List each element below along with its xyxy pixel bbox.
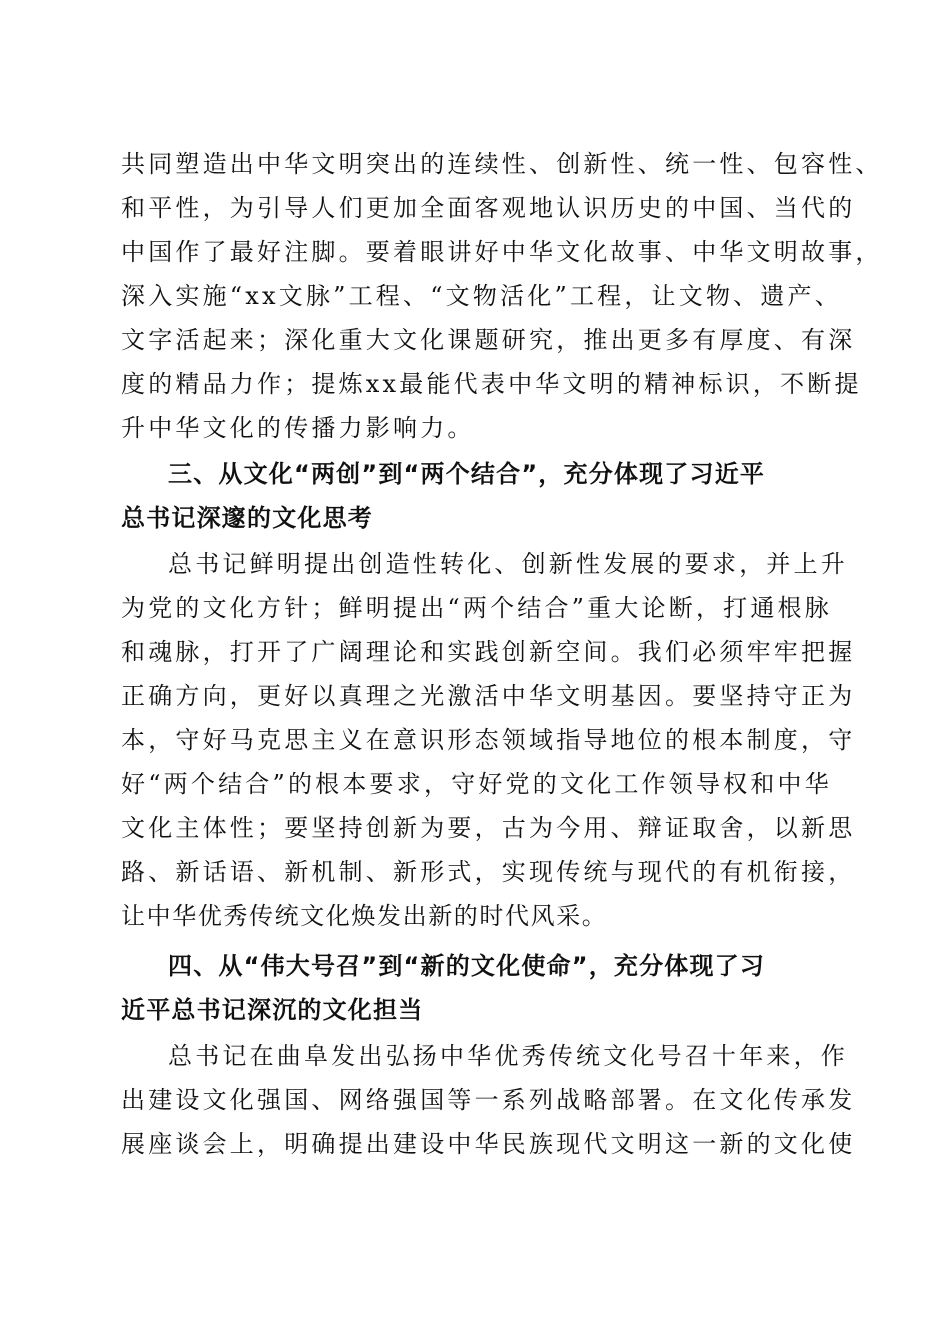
body-line: 正确方向，更好以真理之光激活中华文明基因。要坚持守正为	[121, 682, 856, 710]
body-line: 好“两个结合”的根本要求，守好党的文化工作领导权和中华	[121, 770, 832, 798]
body-line: 总书记鲜明提出创造性转化、创新性发展的要求，并上升	[168, 550, 848, 578]
body-line: 本，守好马克思主义在意识形态领域指导地位的根本制度，守	[121, 726, 856, 754]
body-line: 和平性，为引导人们更加全面客观地认识历史的中国、当代的	[121, 194, 856, 222]
body-line: 展座谈会上，明确提出建设中华民族现代文明这一新的文化使	[121, 1130, 856, 1158]
body-line: 为党的文化方针；鲜明提出“两个结合”重大论断，打通根脉	[121, 594, 832, 622]
body-line: 升中华文化的传播力影响力。	[121, 414, 475, 442]
section-heading: 三、从文化“两创”到“两个结合”，充分体现了习近平	[168, 460, 766, 488]
body-line: 总书记在曲阜发出弘扬中华优秀传统文化号召十年来，作	[168, 1042, 848, 1070]
body-line: 文字活起来；深化重大文化课题研究，推出更多有厚度、有深	[121, 326, 856, 354]
section-heading: 四、从“伟大号召”到“新的文化使命”，充分体现了习	[168, 952, 766, 980]
body-line: 度的精品力作；提炼xx最能代表中华文明的精神标识，不断提	[121, 370, 862, 398]
section-heading: 近平总书记深沉的文化担当	[121, 996, 424, 1024]
body-line: 深入实施“xx文脉”工程、“文物活化”工程，让文物、遗产、	[121, 282, 842, 310]
body-line: 文化主体性；要坚持创新为要，古为今用、辩证取舍，以新思	[121, 814, 856, 842]
body-line: 出建设文化强国、网络强国等一系列战略部署。在文化传承发	[121, 1086, 856, 1114]
body-line: 共同塑造出中华文明突出的连续性、创新性、统一性、包容性、	[121, 150, 883, 178]
body-line: 中国作了最好注脚。要着眼讲好中华文化故事、中华文明故事，	[121, 238, 883, 266]
body-line: 让中华优秀传统文化焕发出新的时代风采。	[121, 902, 608, 930]
body-line: 路、新话语、新机制、新形式，实现传统与现代的有机衔接，	[121, 858, 856, 886]
body-line: 和魂脉，打开了广阔理论和实践创新空间。我们必须牢牢把握	[121, 638, 856, 666]
section-heading: 总书记深邃的文化思考	[121, 504, 373, 532]
